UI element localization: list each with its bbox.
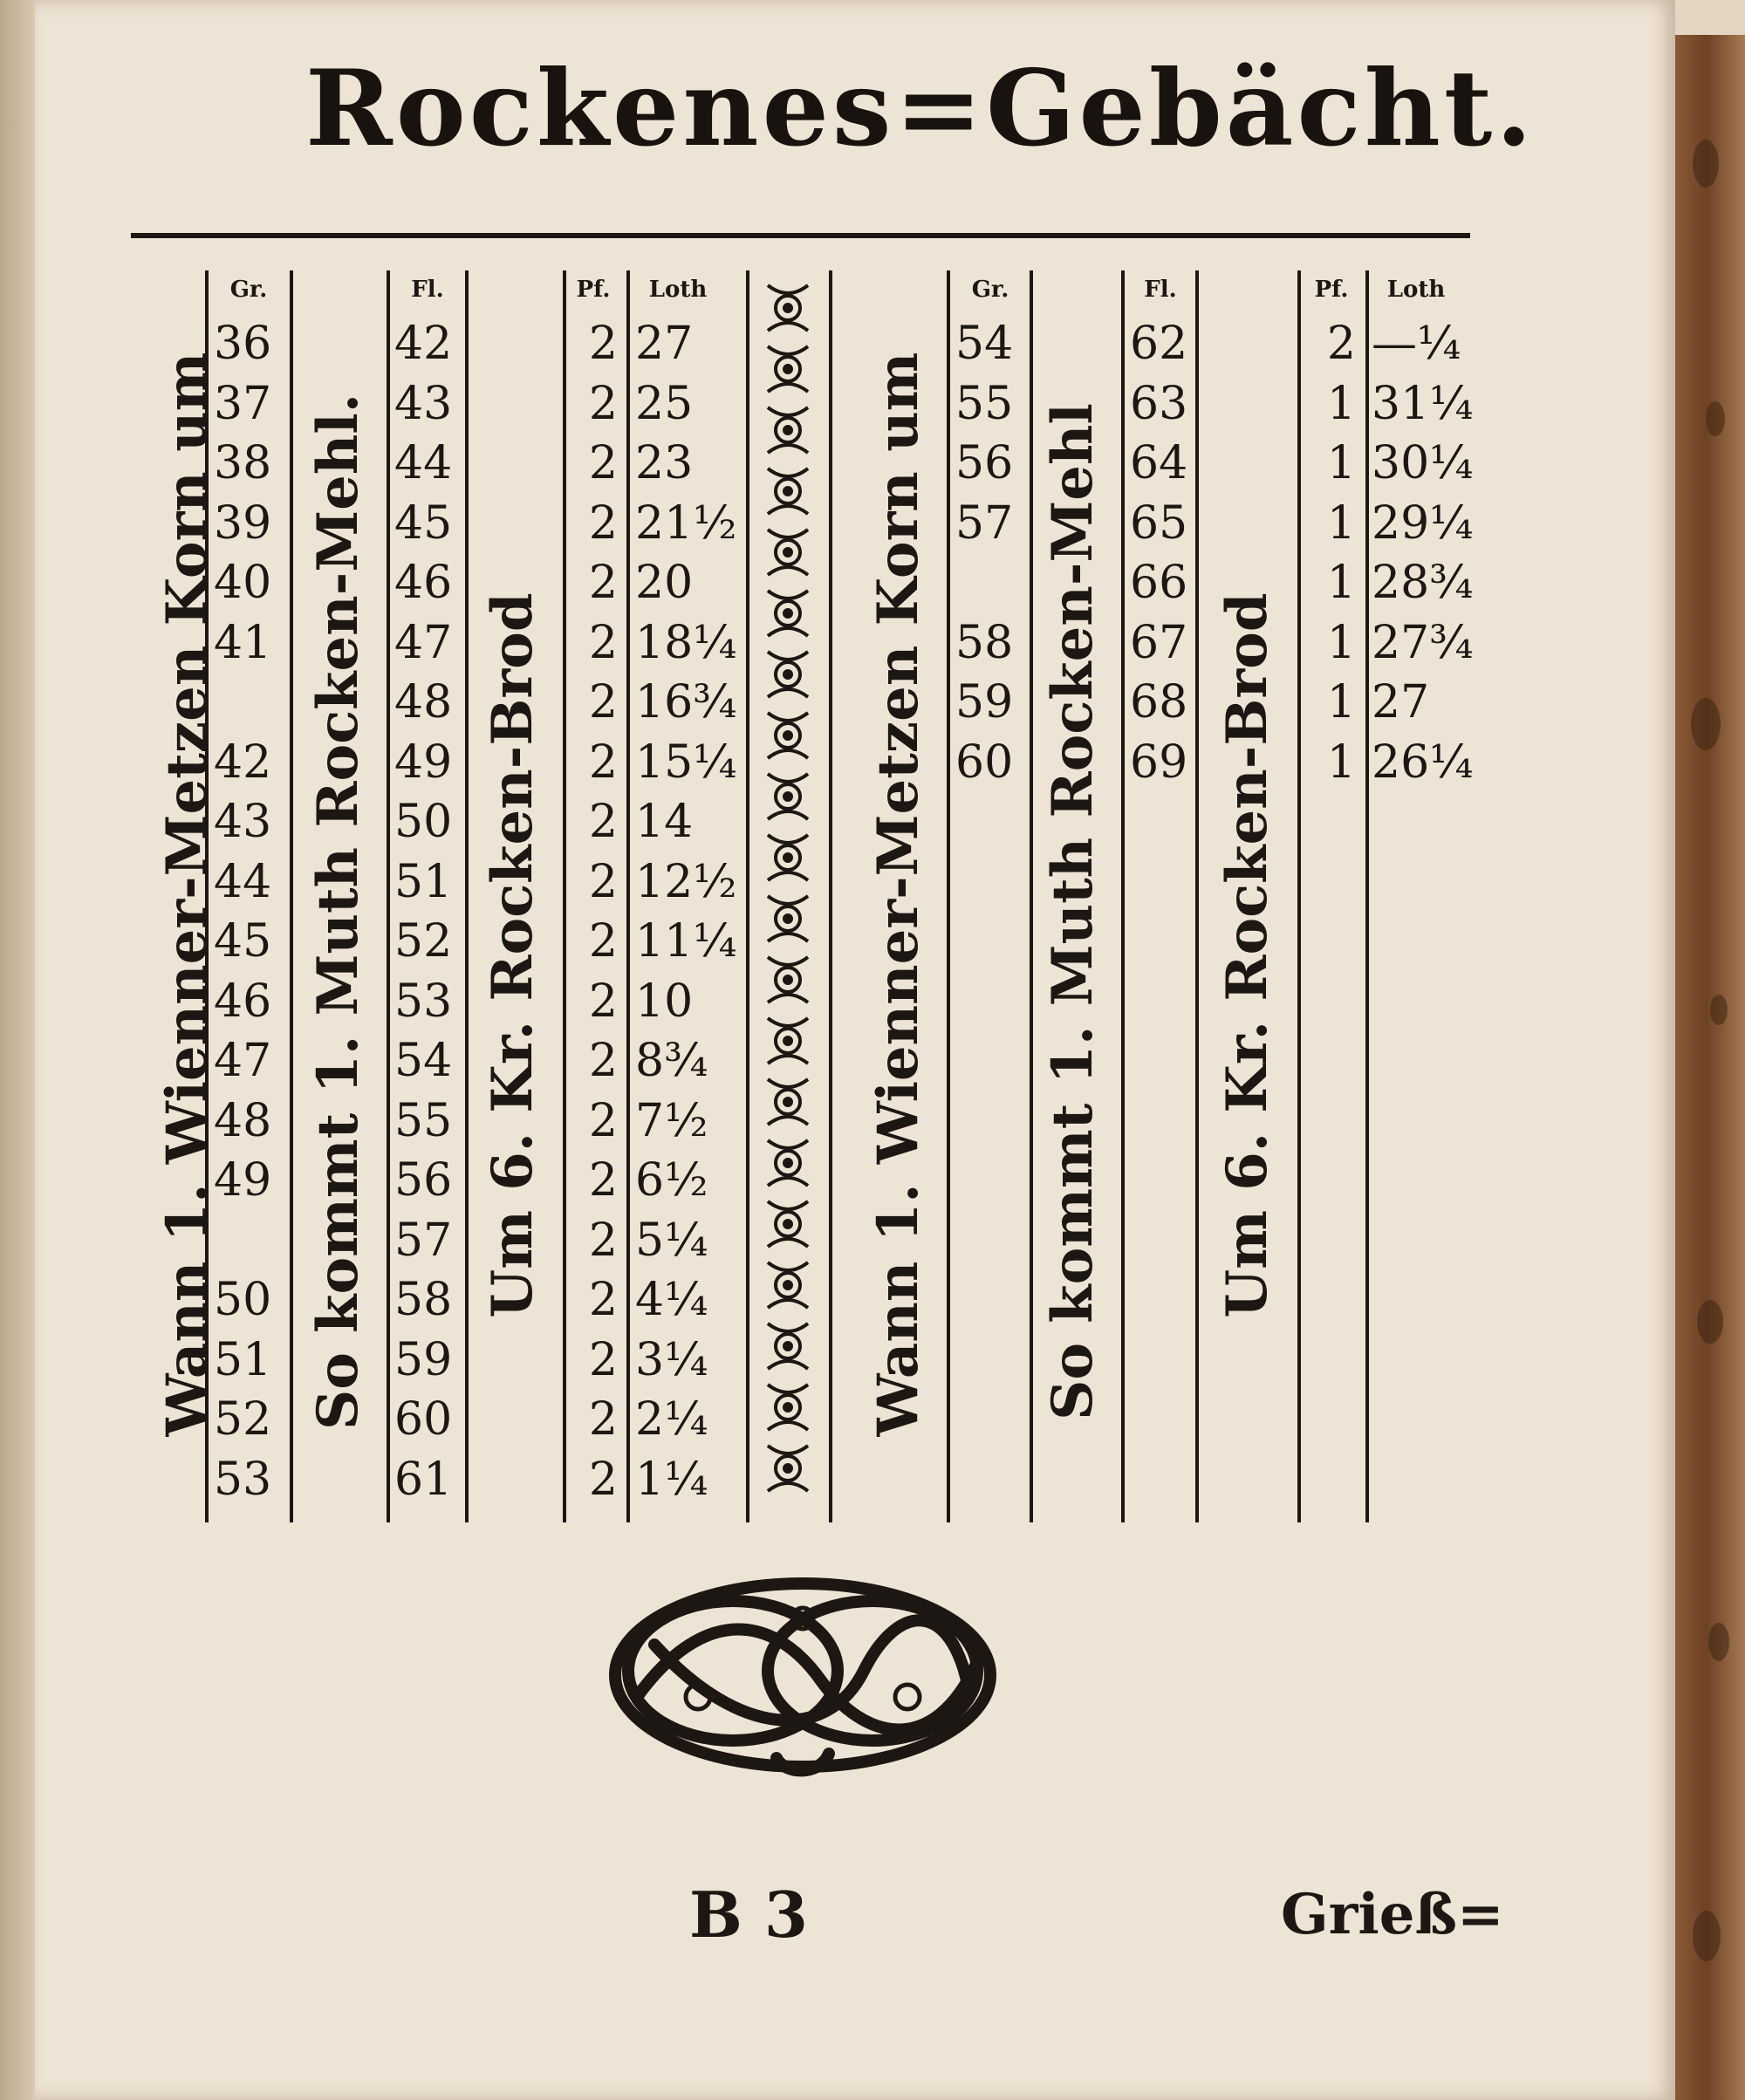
table-cell: 61	[394, 1453, 453, 1506]
header-gr-left: Gr.	[229, 277, 268, 303]
table-cell: 67	[1130, 616, 1188, 669]
table-cell: 8¾	[635, 1035, 708, 1087]
table-cell: 55	[394, 1094, 453, 1147]
table-cell: 1	[1326, 676, 1356, 729]
table-cell: —¼	[1372, 318, 1461, 370]
table-cell: 56	[955, 437, 1014, 489]
table-cell	[955, 553, 1030, 612]
table-cell: 11¼	[635, 915, 737, 968]
table-cell: 56	[394, 1154, 453, 1207]
table-cell: 1	[1326, 616, 1356, 669]
table-cell: 49	[394, 735, 453, 789]
table-cell: 65	[1130, 496, 1188, 550]
table-cell: 53	[394, 975, 453, 1028]
header-loth-right: Loth	[1386, 277, 1446, 303]
table-cell: 59	[394, 1333, 453, 1386]
table-cell: 14	[635, 796, 694, 848]
table-cell: 25	[635, 377, 694, 430]
table-cell: 58	[955, 616, 1014, 669]
header-fl-left: Fl.	[411, 277, 444, 303]
table-cell: 23	[635, 437, 694, 489]
table-cell: 64	[1130, 437, 1188, 489]
table-cell: 2	[588, 377, 618, 430]
ornament-strip	[757, 277, 818, 1516]
header-fl-right: Fl.	[1144, 277, 1177, 303]
table-cell: 46	[214, 975, 272, 1028]
page-gutter	[0, 0, 35, 2100]
header-loth-left: Loth	[648, 277, 708, 303]
table-cell: 52	[394, 915, 453, 968]
table-cell: 49	[214, 1154, 272, 1207]
header-pf-left: Pf.	[576, 277, 611, 303]
table-cell: 50	[394, 796, 453, 848]
label-flour-price-right: So kommt 1. Muth Rocken-Mehl	[1040, 403, 1105, 1420]
signature-mark: B 3	[689, 1878, 809, 1952]
table-cell: 12½	[635, 855, 737, 908]
table-cell: 26¼	[1372, 735, 1474, 789]
table-cell: 2	[588, 1154, 618, 1207]
table-cell: 1	[1326, 437, 1356, 489]
column-rule	[387, 270, 390, 1522]
table-cell: 2	[588, 735, 618, 789]
header-gr-right: Gr.	[971, 277, 1009, 303]
table-cell: 2	[588, 1094, 618, 1147]
label-flour-price-left: So kommt 1. Muth Rocken-Mehl.	[305, 393, 371, 1431]
table-cell: 2	[588, 855, 618, 908]
table-cell: 47	[394, 616, 453, 669]
table-cell: 46	[394, 557, 453, 609]
table-cell: 2	[588, 1274, 618, 1326]
column-rule	[626, 270, 630, 1522]
table-cell: 2¼	[635, 1393, 708, 1446]
table-cell: 1	[1326, 735, 1356, 789]
table-cell: 45	[394, 496, 453, 550]
table-cell: 28¾	[1372, 557, 1474, 609]
table-cell: 4¼	[635, 1274, 708, 1326]
table-cell: 27	[635, 318, 694, 370]
table-cell: 68	[1130, 676, 1188, 729]
column-rule	[290, 270, 293, 1522]
table-cell: 6½	[635, 1154, 708, 1207]
table-cell: 1	[1326, 496, 1356, 550]
table-cell: 47	[214, 1035, 272, 1087]
table-cell: 54	[394, 1035, 453, 1087]
table-cell: 60	[394, 1393, 453, 1446]
column-rule	[1121, 270, 1125, 1522]
table-cell: 1¼	[635, 1453, 708, 1506]
table-cell: 2	[588, 1453, 618, 1506]
table-cell: 42	[394, 318, 453, 370]
table-cell: 44	[394, 437, 453, 489]
table-cell: 2	[1326, 318, 1356, 370]
table-cell: 5¼	[635, 1214, 708, 1267]
table-cell: 2	[588, 496, 618, 550]
table-cell: 29¼	[1372, 496, 1474, 550]
column-rule	[1030, 270, 1033, 1522]
table-cell: 2	[588, 975, 618, 1028]
column-rule	[947, 270, 950, 1522]
table-cell: 55	[955, 377, 1014, 430]
table-cell: 27	[1372, 676, 1430, 729]
table-cell: 2	[588, 1393, 618, 1446]
table-cell: 54	[955, 318, 1014, 370]
table-cell: 36	[214, 318, 272, 370]
table-cell: 7½	[635, 1094, 708, 1147]
label-bread-left: Um 6. Kr. Rocken-Brod	[480, 592, 545, 1318]
table-cell: 2	[588, 676, 618, 729]
catchword: Grieß=	[1281, 1882, 1504, 1947]
table-cell: 50	[214, 1274, 272, 1326]
page-title: Rockenes=Gebächt.	[305, 47, 1536, 170]
header-pf-right: Pf.	[1314, 277, 1349, 303]
book-edge	[1675, 35, 1745, 2100]
table-cell: 60	[955, 735, 1014, 789]
table-cell: 20	[635, 557, 694, 609]
table-cell: 48	[394, 676, 453, 729]
table-cell: 1	[1326, 557, 1356, 609]
table-cell: 43	[214, 796, 272, 848]
column-rule	[1195, 270, 1199, 1522]
table-cell: 2	[588, 796, 618, 848]
table-cell	[214, 673, 284, 732]
table-cell: 51	[214, 1333, 272, 1386]
table-cell: 52	[214, 1393, 272, 1446]
table-cell: 48	[214, 1094, 272, 1147]
table-cell: 53	[214, 1453, 272, 1506]
table-cell: 45	[214, 915, 272, 968]
header-rule	[131, 233, 1470, 238]
table-cell: 15¼	[635, 735, 737, 789]
table-cell: 62	[1130, 318, 1188, 370]
table-cell: 10	[635, 975, 694, 1028]
table-cell: 2	[588, 557, 618, 609]
table-cell: 2	[588, 616, 618, 669]
column-rule	[746, 270, 749, 1522]
table-cell: 3¼	[635, 1333, 708, 1386]
table-cell: 69	[1130, 735, 1188, 789]
table-cell: 16¾	[635, 676, 737, 729]
table-cell: 58	[394, 1274, 453, 1326]
table-cell: 43	[394, 377, 453, 430]
table-cell: 59	[955, 676, 1014, 729]
column-rule	[465, 270, 469, 1522]
table-cell: 2	[588, 915, 618, 968]
column-rule	[1297, 270, 1301, 1522]
label-bread-right: Um 6. Kr. Rocken-Brod	[1215, 592, 1280, 1318]
table-cell: 31¼	[1372, 377, 1474, 430]
table-cell: 63	[1130, 377, 1188, 430]
table-cell: 2	[588, 1214, 618, 1267]
table-cell: 66	[1130, 557, 1188, 609]
label-grain-price-left: Wann 1. Wienner-Metzen Korn um	[154, 352, 220, 1437]
knot-ornament	[602, 1566, 1003, 1784]
table-cell: 37	[214, 377, 272, 430]
table-cell: 30¼	[1372, 437, 1474, 489]
table-cell: 42	[214, 735, 272, 789]
table-cell: 1	[1326, 377, 1356, 430]
table-cell: 2	[588, 318, 618, 370]
table-cell	[214, 1211, 284, 1270]
table-cell: 57	[955, 496, 1014, 550]
table-cell: 51	[394, 855, 453, 908]
label-grain-price-right: Wann 1. Wienner-Metzen Korn um	[866, 352, 931, 1437]
table-cell: 57	[394, 1214, 453, 1267]
table-cell: 39	[214, 496, 272, 550]
table-cell: 41	[214, 616, 272, 669]
table-cell: 2	[588, 1333, 618, 1386]
table-cell: 2	[588, 1035, 618, 1087]
table-cell: 44	[214, 855, 272, 908]
column-rule	[829, 270, 832, 1522]
column-rule	[563, 270, 566, 1522]
table-cell: 40	[214, 557, 272, 609]
table-cell: 2	[588, 437, 618, 489]
table-cell: 21½	[635, 496, 737, 550]
table-cell: 38	[214, 437, 272, 489]
table-cell: 18¼	[635, 616, 737, 669]
column-rule	[1365, 270, 1369, 1522]
table-cell: 27¾	[1372, 616, 1474, 669]
